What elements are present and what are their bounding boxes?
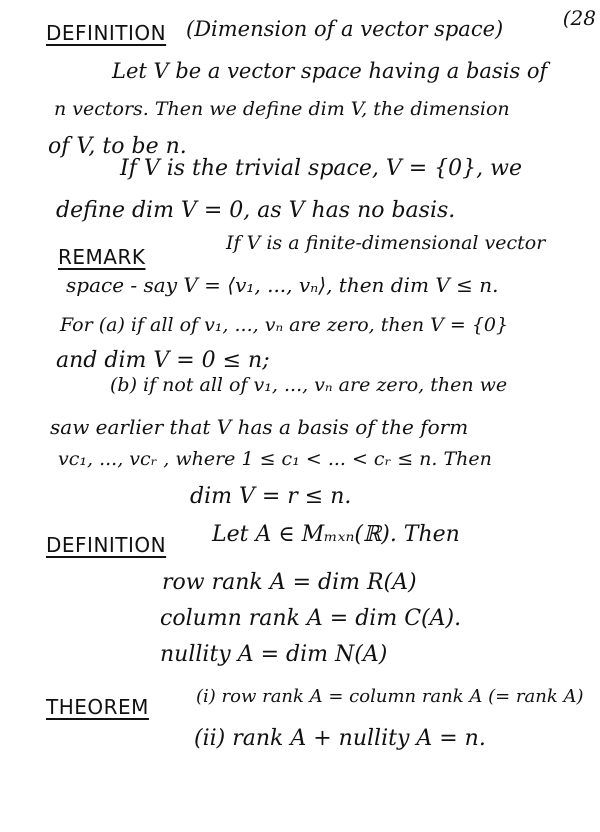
definition-title: (Dimension of a vector space) [186,17,504,41]
column-rank-definition: column rank A = dim C(A). [160,606,462,631]
remark-text-line: For (a) if all of v₁, ..., vₙ are zero, then V = {0} [60,314,509,336]
definition-heading: DEFINITION [46,21,167,45]
remark-text-line: saw earlier that V has a basis of the form [50,415,469,439]
definition-text-line: define dim V = 0, as V has no basis. [56,198,456,223]
theorem-item: (ii) rank A + nullity A = n. [194,726,486,751]
remark-text-line: and dim V = 0 ≤ n; [56,348,270,373]
definition-text-line: If V is the trivial space, V = {0}, we [120,156,523,181]
theorem-heading: THEOREM [46,695,149,719]
remark-heading: REMARK [58,245,146,269]
page-number: (28 [562,6,596,30]
definition-text-line: of V, to be n. [48,134,187,159]
definition-intro: Let A ∈ Mₘₓₙ(ℝ). Then [212,522,460,547]
definition-heading: DEFINITION [46,533,167,557]
remark-text-line: vc₁, ..., vcᵣ , where 1 ≤ c₁ < ... < cᵣ ≤ n. Then [58,448,492,470]
nullity-definition: nullity A = dim N(A) [160,642,388,667]
row-rank-definition: row rank A = dim R(A) [162,570,417,595]
remark-text-line: (b) if not all of v₁, ..., vₙ are zero, then we [110,374,508,396]
remark-text-line: If V is a finite-dimensional vector [226,232,546,254]
remark-text-line: space - say V = ⟨v₁, ..., vₙ⟩, then dim V ≤ n. [66,273,499,297]
remark-text-line: dim V = r ≤ n. [190,484,352,509]
definition-text-line: n vectors. Then we define dim V, the dimension [54,98,510,120]
theorem-item: (i) row rank A = column rank A (= rank A) [196,686,584,707]
definition-text-line: Let V be a vector space having a basis of [112,59,548,83]
